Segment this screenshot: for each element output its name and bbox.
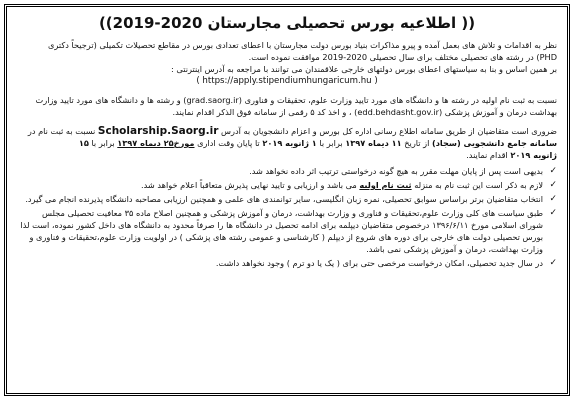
- end-date: ۲۵ دیماه ۱۳۹۷: [117, 138, 174, 148]
- sajad-system-name: سامانه جامع دانشجویی (سجاد): [431, 138, 557, 148]
- reg-line-2a: بهداشت درمان و آموزش پزشکی: [444, 107, 557, 117]
- announcement-frame: [4, 4, 570, 396]
- note-text-b: می باشد و ارزیابی و تایید نهایی پذیرش متعاقباً اعلام خواهد شد.: [140, 180, 357, 190]
- list-item: [17, 179, 557, 191]
- deadline-text: [17, 125, 557, 161]
- note-text: در سال جدید تحصیلی، امکان درخواست مرخصی حتی برای ( یک یا دو ترم ) وجود نخواهد داشت.: [215, 258, 543, 268]
- checkmark-icon: ✓: [549, 258, 557, 268]
- deadline-line-1b: نسبت به ثبت نام در: [27, 126, 96, 136]
- deadline-line-3b: اقدام نمایند.: [466, 150, 508, 160]
- reg-line-1a: نسبت به ثبت نام اولیه در رشته ها و دانشگاه های مورد تایید وزارت علوم، تحقیقات و فناوری: [244, 95, 557, 105]
- list-item: [17, 165, 557, 177]
- end-date-gregorian-day: ۱۵: [78, 138, 89, 148]
- deadline-line-2d: مورخ: [173, 138, 195, 148]
- notes-list: [17, 165, 557, 269]
- deadline-line-1a: ضروری است متقاضیان از طریق سامانه اطلاع رسانی اداره کل بورس و اعزام دانشجویان به آدرس: [221, 126, 557, 136]
- checkmark-icon: ✓: [549, 194, 557, 204]
- note-text: طبق سیاست های کلی وزارت علوم،تحقیقات و فناوری و وزارت بهداشت، درمان و آموزش پزشکی و همچنین اصلاح ماده ۳۵ معافیت تحصیلی مجلس شورای اسلامی مورخ ۱۳۹۶/۶/۱۱ درخصوص متقاضیان دیپلمه برای ادامه تحصیل در دانشگاه ها را صرفاً محدود به دانشگاه های داخل کشور نموده، است لذا بورس تحصیلی دولت های خارجی برای دوره های شروع از دیپلم ( کارشناسی و عمومی رشته های پزشکی ) در اولویت وزارت علوم،تحقیقات و فناوری و وزارت بهداشت، درمان و آموزش پزشکی نمی باشد.: [20, 208, 543, 254]
- end-date-gregorian-month: ژانویه ۲۰۱۹: [510, 150, 557, 160]
- deadline-line-2b: برابر با: [319, 138, 343, 148]
- intro-line-1: نظر به اقدامات و تلاش های بعمل آمده و پیرو مذاکرات بنیاد بورس دولت مجارستان با اعطای تعدادی بورس در مقاطع تحصیلات تکمیلی (ترجیحاً دکتری: [47, 40, 557, 50]
- list-item: [17, 207, 557, 255]
- page-title: (( اطلاعیه بورس تحصیلی مجارستان 2020-2019)): [98, 14, 476, 32]
- list-item: [17, 257, 557, 269]
- start-date-gregorian: ۱ ژانویه ۲۰۱۹: [262, 138, 317, 148]
- intro-line-3: بر همین اساس و بنا به سیاستهای اعطای بورس دولتهای خارجی علاقمندان می توانند با مراجعه به آدرس اینترنتی :: [171, 64, 557, 74]
- note-text: انتخاب متقاضیان برتر براساس سوابق تحصیلی، نمره زبان انگلیسی، سایر توانمندی های علمی و همچنین ارزیابی مصاحبه دانشگاه پذیرنده انجام می گیرد.: [25, 194, 543, 204]
- checkmark-icon: ✓: [549, 180, 557, 190]
- edd-behdasht-link[interactable]: (edd.behdasht.gov.ir): [354, 107, 443, 117]
- checkmark-icon: ✓: [549, 208, 557, 218]
- scholarship-site-link[interactable]: Scholarship.Saorg.ir: [97, 125, 219, 137]
- note-text-bold: ثبت نام اولیه: [359, 180, 412, 190]
- start-date: ۱۱ دیماه ۱۳۹۷: [345, 138, 402, 148]
- apply-url[interactable]: ( https://apply.stipendiumhungaricum.hu ): [196, 76, 378, 86]
- note-text-a: لازم به ذکر است این ثبت نام به منزله: [414, 180, 543, 190]
- deadline-line-2e: برابر با: [91, 138, 115, 148]
- registration-text: [17, 94, 557, 118]
- checkmark-icon: ✓: [549, 166, 557, 176]
- list-item: [17, 193, 557, 205]
- grad-saorg-link[interactable]: (grad.saorg.ir): [183, 95, 242, 105]
- deadline-line-2c: تا پایان وقت اداری: [197, 138, 260, 148]
- intro-line-2: PHD) در رشته های تحصیلی مختلف برای سال تحصیلی 2020-2019 موافقت نموده است.: [248, 52, 557, 62]
- intro-text: [17, 39, 557, 75]
- reg-line-2c: ، و اخذ کد ۵ رقمی از سامانه فوق الذکر اقدام نمایند.: [172, 107, 352, 117]
- note-text: بدیهی است پس از پایان مهلت مقرر به هیچ گونه درخواستی ترتیب اثر داده نخواهد شد.: [249, 166, 543, 176]
- reg-line-1c: و رشته ها و دانشگاه های مورد تایید وزارت: [35, 95, 181, 105]
- deadline-line-2a: از تاریخ: [404, 138, 430, 148]
